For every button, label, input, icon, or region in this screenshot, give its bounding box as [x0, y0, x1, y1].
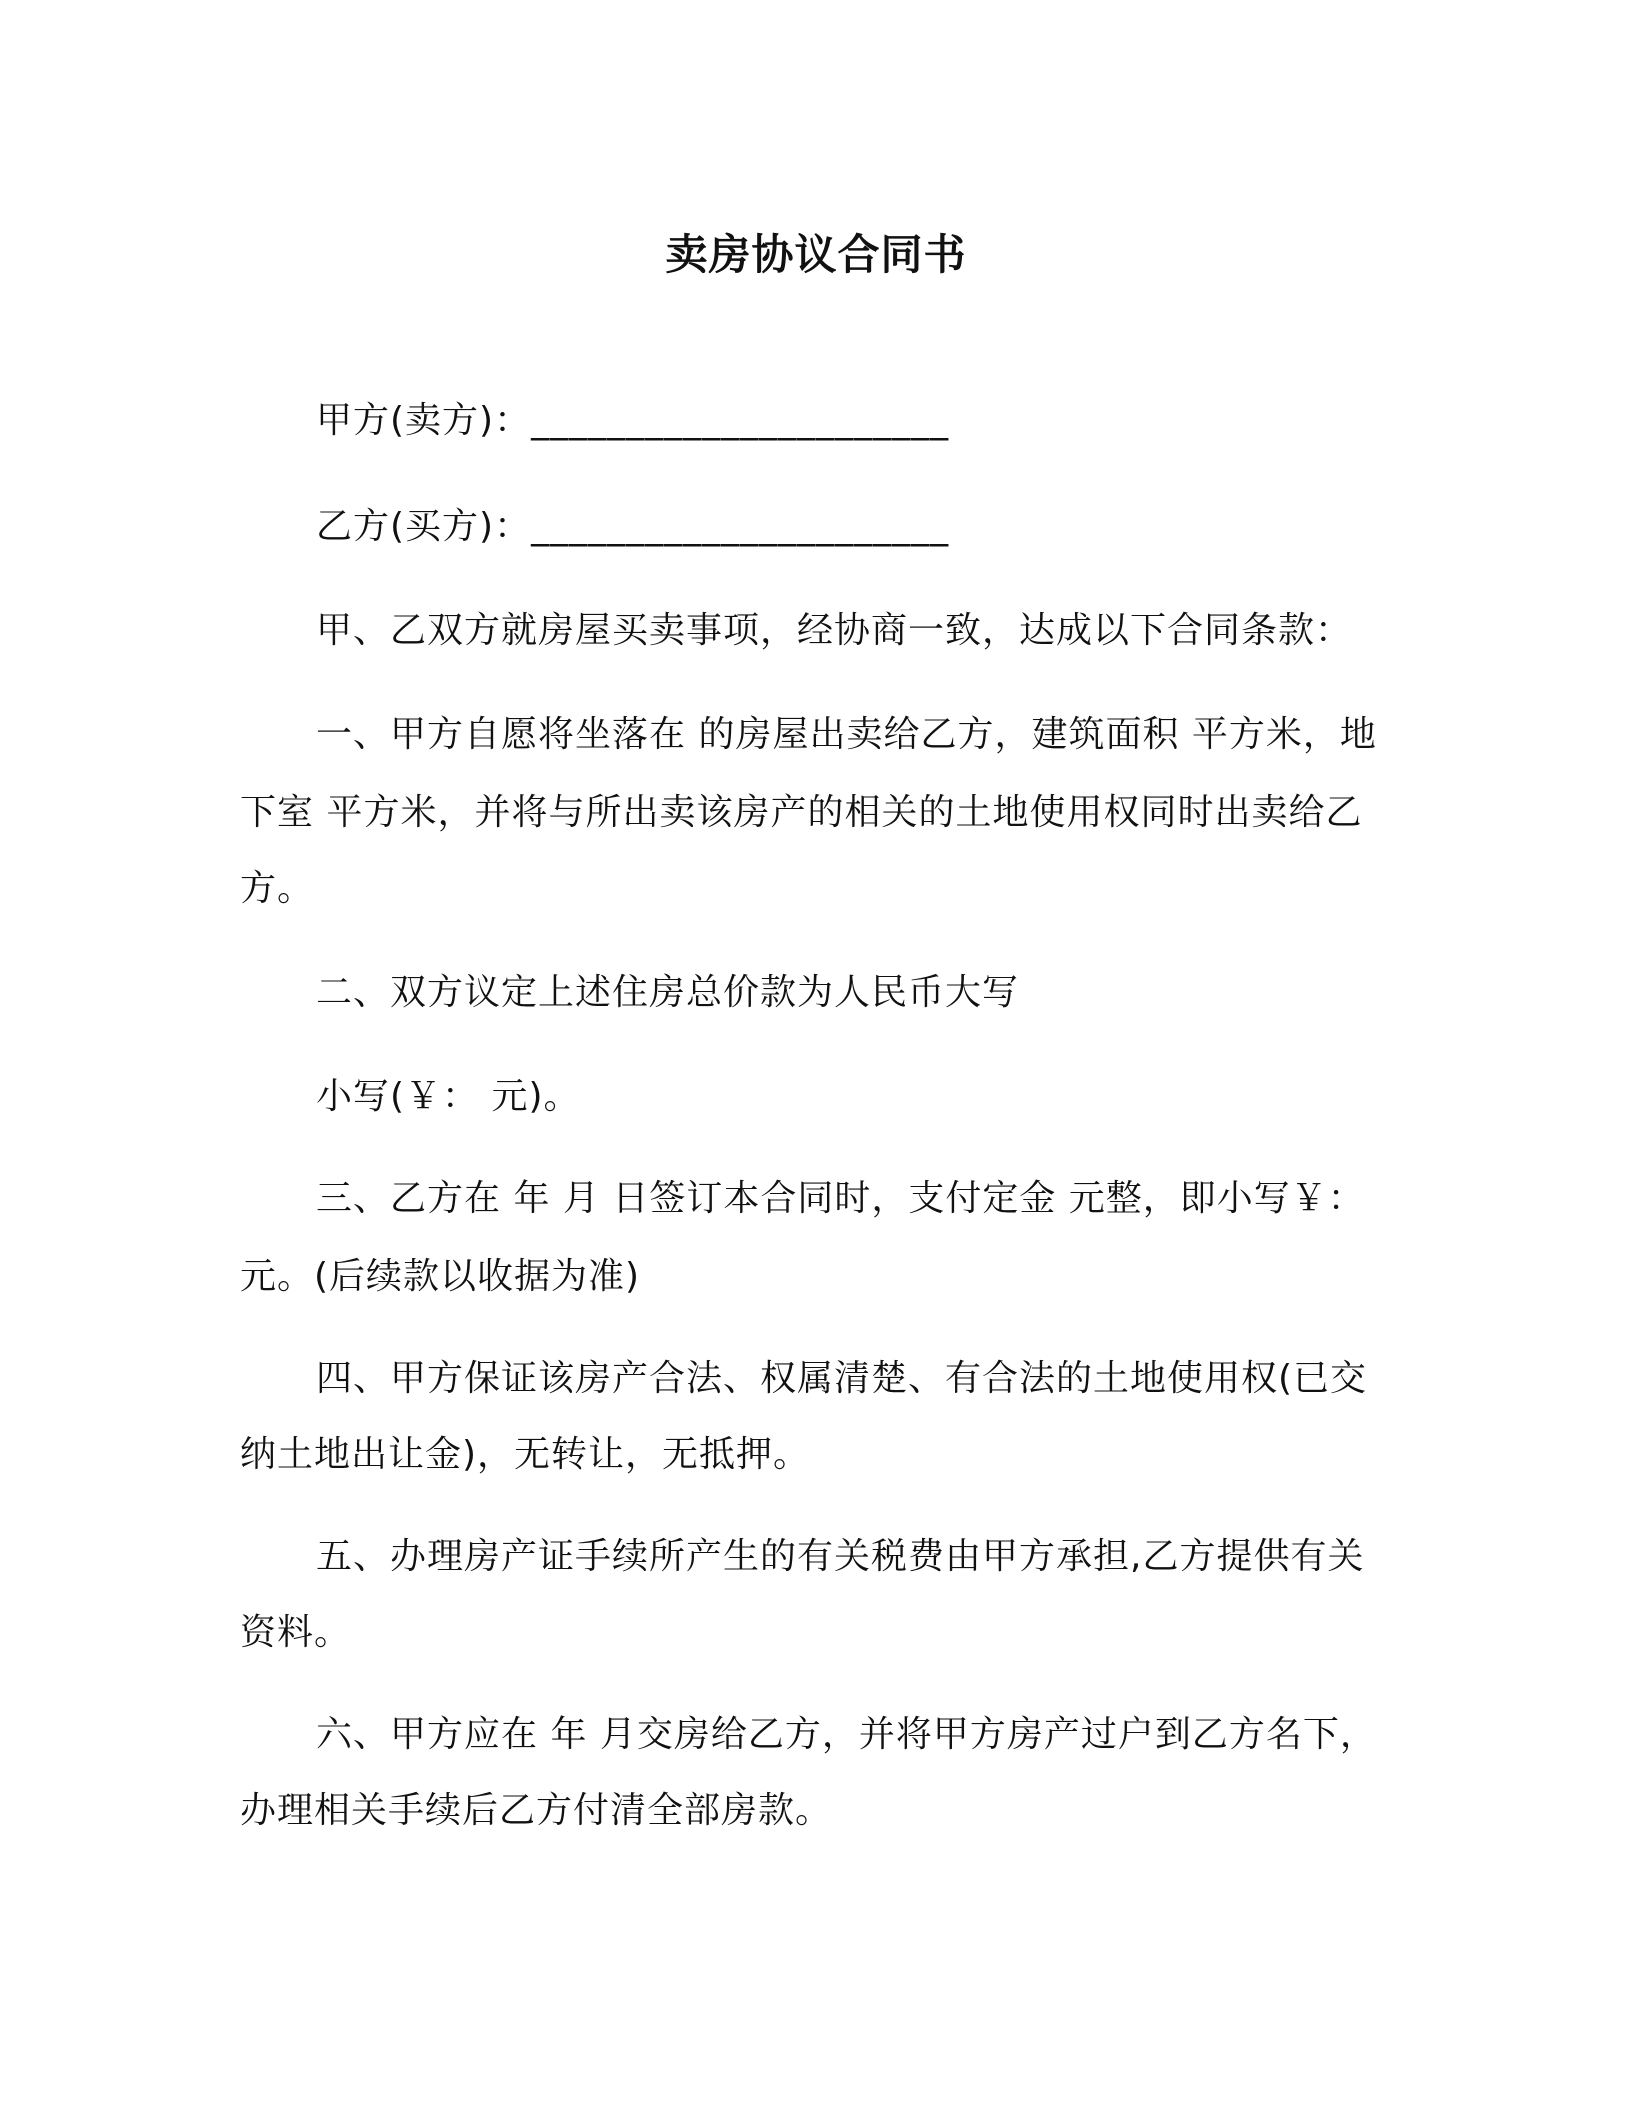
party-a-line: 甲方(卖方)：______________________ — [316, 400, 950, 441]
clause-1-line-3: 方。 — [240, 868, 315, 909]
clause-4-line-2: 纳土地出让金)，无转让，无抵押。 — [240, 1434, 811, 1475]
clause-5-line-1: 五、办理房产证手续所产生的有关税费由甲方承担,乙方提供有关 — [316, 1536, 1365, 1577]
clause-1-line-1: 一、甲方自愿将坐落在 的房屋出卖给乙方，建筑面积 平方米，地 — [316, 714, 1377, 755]
clause-3-line-1: 三、乙方在 年 月 日签订本合同时，支付定金 元整，即小写￥： — [316, 1178, 1365, 1219]
clause-5-line-2: 资料。 — [240, 1612, 352, 1653]
clause-4-line-1: 四、甲方保证该房产合法、权属清楚、有合法的土地使用权(已交 — [316, 1358, 1368, 1399]
clause-6-line-2: 办理相关手续后乙方付清全部房款。 — [240, 1790, 833, 1831]
clause-3-line-2: 元。(后续款以收据为准) — [240, 1256, 641, 1297]
party-b-line: 乙方(买方)：______________________ — [316, 506, 950, 547]
intro-paragraph: 甲、乙双方就房屋买卖事项，经协商一致，达成以下合同条款： — [316, 610, 1353, 651]
clause-6-line-1: 六、甲方应在 年 月交房给乙方，并将甲方房产过户到乙方名下， — [316, 1714, 1377, 1755]
clause-2-line-1: 二、双方议定上述住房总价款为人民币大写 — [316, 972, 1020, 1013]
clause-2-line-2: 小写(￥： 元)。 — [316, 1076, 581, 1117]
clause-1-line-2: 下室 平方米，并将与所出卖该房产的相关的土地使用权同时出卖给乙 — [240, 792, 1363, 833]
document-title: 卖房协议合同书 — [665, 230, 967, 279]
